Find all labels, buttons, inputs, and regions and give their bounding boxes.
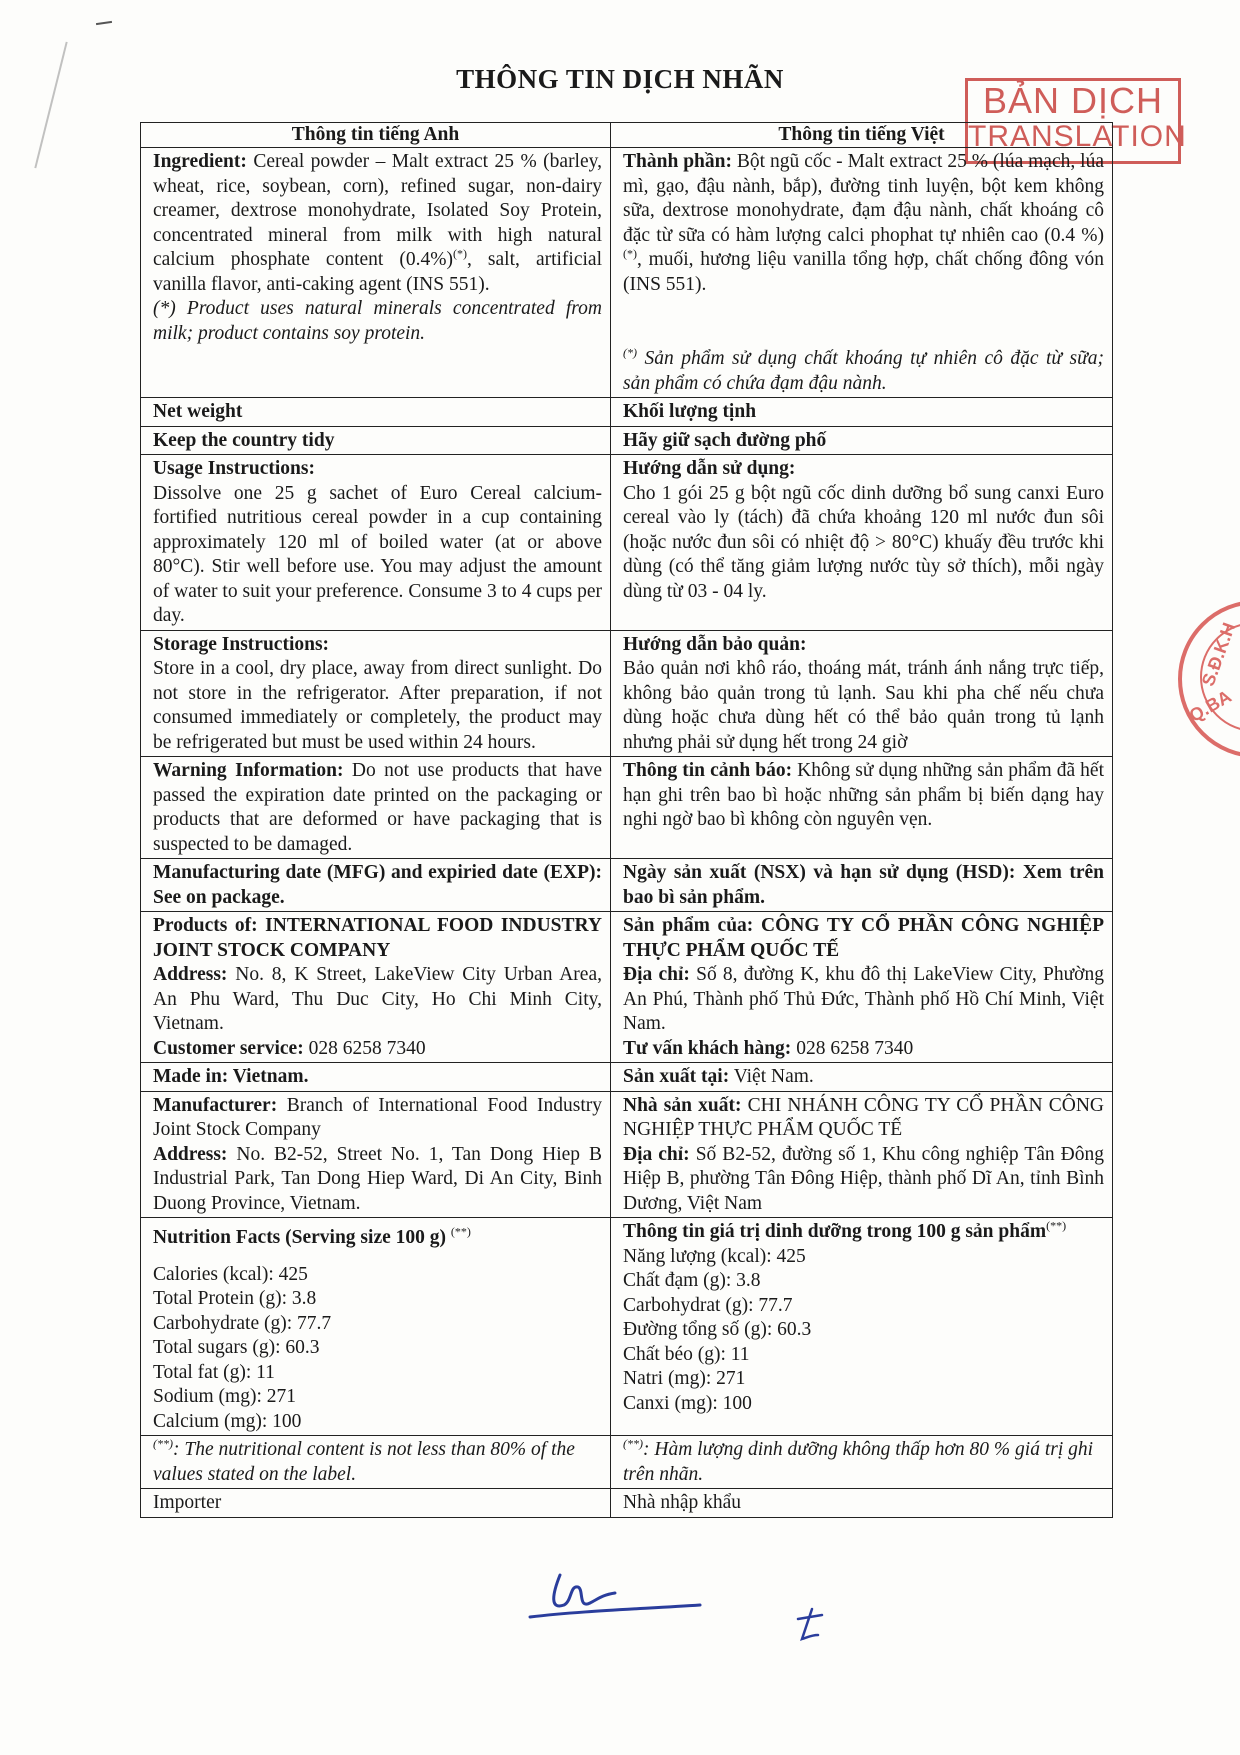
nutrition-vi-sup: (**) <box>1046 1218 1067 1233</box>
nutrition-note-vi: : Hàm lượng dinh dưỡng không thấp hơn 80 % giá trị ghi trên nhãn. <box>623 1439 1094 1485</box>
products-of-vi-label: Sản phẩm của: <box>623 915 754 936</box>
nutrition-vi-title: Thông tin giá trị dinh dưỡng trong 100 g sản phẩm <box>623 1221 1047 1242</box>
table-row-dates <box>141 859 1113 912</box>
spacer <box>623 297 1104 347</box>
usage-en-text: Dissolve one 25 g sachet of Euro Cereal calcium-fortified nutritious cereal powder in a cup containing approximately 120 ml of boiled water (at or above 80°C). Stir well before use. You may adjust the amount of water to suit your preference. Consume 3 to 4 cups per day. <box>153 482 602 626</box>
warning-en-text: Do not use products that have passed the expiration date printed on the packaging or products that are deformed or have packaging that is suspected to be damaged. <box>153 760 603 855</box>
nutrition-item: Carbohydrate (g): 77.7 <box>153 1312 332 1334</box>
products-of-vi-address: Số 8, đường K, khu đô thị LakeView City, Phường An Phú, Thành phố Thủ Đức, Thành phố Hồ Chí Minh, Việt Nam. <box>623 964 1104 1034</box>
table-row-tidy <box>141 426 1113 455</box>
ingredients-vi-note: Sản phẩm sử dụng chất khoáng tự nhiên cô đặc từ sữa; sản phẩm có chứa đạm đậu nành. <box>623 348 1104 394</box>
usage-vi-text: Cho 1 gói 25 g bột ngũ cốc dinh dưỡng bổ sung canxi Euro cereal vào ly (tách) đã chứa khoảng 120 ml nước đun sôi (hoặc nước đun sôi có nhiệt độ > 80°C) khuấy đều trước khi dùng (có thể tăng giảm lượng nước tùy sở thích), mỗi ngày dùng từ 03 - 04 ly. <box>623 482 1104 602</box>
ingredients-en-sup: (*) <box>452 246 467 261</box>
table-row-nutrition-note <box>141 1436 1113 1489</box>
stamp-line-2: TRANSLATION <box>968 120 1187 153</box>
net-weight-en: Net weight <box>153 401 243 422</box>
table-row-importer <box>141 1489 1113 1518</box>
ingredients-en <box>141 148 611 398</box>
nutrition-item: Năng lượng (kcal): 425 <box>623 1245 806 1267</box>
seal-text-left: S.Đ.K.H <box>1197 619 1240 689</box>
table-row-ingredients <box>141 148 1113 398</box>
table-row-nutrition <box>141 1218 1113 1436</box>
header-vietnamese: Thông tin tiếng Việt <box>611 123 1113 148</box>
nutrition-en-title: Nutrition Facts (Serving size 100 g) <box>153 1227 446 1248</box>
scan-mark <box>96 21 112 25</box>
importer-en: Importer <box>141 1489 611 1518</box>
products-of-vi-cs-label: Tư vấn khách hàng: <box>623 1037 792 1059</box>
nutrition-item: Total fat (g): 11 <box>153 1361 275 1383</box>
ingredients-vi-sup: (*) <box>623 246 637 261</box>
manufacturer-vi-address: Số B2-52, đường số 1, Khu công nghiệp Tân Đông Hiệp B, phường Tân Đông Hiệp, thành phố Dĩ An, tỉnh Bình Dương, Việt Nam <box>623 1143 1105 1214</box>
usage-vi-label: Hướng dẫn sử dụng: <box>623 458 796 479</box>
nutrition-item: Total Protein (g): 3.8 <box>153 1288 317 1309</box>
seal-text-right: Q.BA <box>1185 686 1235 726</box>
storage-en-text: Store in a cool, dry place, away from direct sunlight. Do not store in the refrigerator. After preparation, if not consumed immediately or completely, the product may be refrigerated but must be used within 24 hours. <box>153 658 602 753</box>
usage-en-label: Usage Instructions: <box>153 458 315 479</box>
nutrition-en-list <box>153 1263 602 1435</box>
ingredients-vi <box>611 148 1113 398</box>
spacer <box>153 1251 602 1263</box>
table-row-made-in <box>141 1063 1113 1092</box>
warning-vi-text: Không sử dụng những sản phẩm đã hết hạn ghi trên bao bì hoặc những sản phẩm bị biến dạng hay nghi ngờ bao bì không còn nguyên vẹn. <box>623 760 1104 830</box>
products-of-en-address: No. 8, K Street, LakeView City Urban Area, An Phu Ward, Thu Duc City, Ho Chi Minh City, Vietnam. <box>153 964 602 1034</box>
storage-vi-text: Bảo quản nơi khô ráo, thoáng mát, tránh ánh nắng trực tiếp, không bảo quản trong tủ lạnh. Sau khi pha chế nếu chưa dùng hoặc chưa dùng hết có thể bảo quản trong tủ lạnh nhưng phải sử dụng hết trong 24 giờ <box>623 658 1104 753</box>
nutrition-item: Chất béo (g): 11 <box>623 1343 750 1365</box>
dates-vi: Ngày sản xuất (NSX) và hạn sử dụng (HSD): Xem trên bao bì sản phẩm. <box>623 862 1104 908</box>
manufacturer-en-address-label: Address: <box>153 1143 228 1165</box>
made-in-vi-label: Sản xuất tại: <box>623 1066 730 1087</box>
products-of-vi-company: CÔNG TY CỔ PHẦN CÔNG NGHIỆP THỰC PHẨM QUỐC TẾ <box>623 915 1104 961</box>
nutrition-item: Canxi (mg): 100 <box>623 1392 752 1414</box>
storage-en-label: Storage Instructions: <box>153 633 330 655</box>
nutrition-item: Sodium (mg): 271 <box>153 1386 297 1407</box>
nutrition-en-sup: (**) <box>450 1224 471 1239</box>
manufacturer-en-label: Manufacturer: <box>153 1094 278 1116</box>
tidy-en: Keep the country tidy <box>153 429 335 451</box>
net-weight-vi: Khối lượng tịnh <box>623 401 757 422</box>
nutrition-vi-list <box>623 1245 1104 1417</box>
ingredients-vi-text2: , muối, hương liệu vanilla tổng hợp, chất chống đông vón (INS 551). <box>623 249 1104 295</box>
dates-en: Manufacturing date (MFG) and expiried date (EXP): See on package. <box>153 862 602 908</box>
ingredients-en-note: (*) Product uses natural minerals concentrated from milk; product contains soy protein. <box>153 298 602 344</box>
manufacturer-vi-label: Nhà sản xuất: <box>623 1094 742 1116</box>
nutrition-note-en: : The nutritional content is not less than 80% of the values stated on the label. <box>153 1439 575 1485</box>
products-of-en-cs-label: Customer service: <box>153 1037 304 1059</box>
ingredients-vi-text: Bột ngũ cốc - Malt extract 25 % (lúa mạch, lúa mì, gạo, đậu nành, bắp), đường tinh luyện, bột kem không sữa, dextrose monohydrate, đạm đậu nành, chất khoáng cô đặc từ sữa có hàm lượng calci phophat tự nhiên cao (0.4 %) <box>623 151 1104 246</box>
products-of-en-label: Products of: <box>153 915 258 936</box>
scan-mark <box>34 42 67 169</box>
nutrition-item: Total sugars (g): 60.3 <box>153 1337 320 1358</box>
manufacturer-en-text: Branch of International Food Industry Joint Stock Company <box>153 1094 602 1140</box>
table-row-products-of <box>141 912 1113 1063</box>
warning-vi-label: Thông tin cảnh báo: <box>623 760 793 781</box>
ingredients-en-text: Cereal powder – Malt extract 25 % (barley, wheat, rice, soybean, corn), refined sugar, non-dairy creamer, dextrose monohydrate, Isolated Soy Protein, concentrated mineral from milk with high natural calcium phosphate content (0.4%) <box>153 151 602 270</box>
made-in-vi: Việt Nam. <box>729 1066 814 1087</box>
nutrition-item: Carbohydrat (g): 77.7 <box>623 1294 793 1316</box>
made-in-en: Made in: Vietnam. <box>153 1066 309 1087</box>
red-seal <box>1178 600 1240 758</box>
manufacturer-en-address: No. B2-52, Street No. 1, Tan Dong Hiep B Industrial Park, Tan Dong Hiep Ward, Di An City, Binh Duong Province, Vietnam. <box>153 1143 602 1214</box>
nutrition-item: Natri (mg): 271 <box>623 1368 746 1389</box>
ingredients-vi-note-sup: (*) <box>623 345 637 360</box>
nutrition-note-vi-sup: (**) <box>623 1436 643 1451</box>
header-english: Thông tin tiếng Anh <box>141 123 611 148</box>
products-of-en-company: INTERNATIONAL FOOD INDUSTRY JOINT STOCK COMPANY <box>153 915 602 961</box>
products-of-en-cs: 028 6258 7340 <box>303 1037 426 1059</box>
table-row-warning <box>141 757 1113 859</box>
products-of-vi-address-label: Địa chỉ: <box>623 964 690 985</box>
document-title: THÔNG TIN DỊCH NHÃN <box>456 64 784 94</box>
storage-vi-label: Hướng dẫn bảo quản: <box>623 633 807 655</box>
importer-vi: Nhà nhập khẩu <box>611 1489 1113 1518</box>
ingredients-en-label: Ingredient: <box>153 151 247 172</box>
table-row-usage <box>141 455 1113 631</box>
table-header-row <box>141 123 1113 148</box>
products-of-en-address-label: Address: <box>153 964 228 985</box>
table-row-manufacturer <box>141 1091 1113 1218</box>
signature <box>520 1565 710 1635</box>
ingredients-vi-label: Thành phần: <box>623 151 732 172</box>
nutrition-note-en-sup: (**) <box>153 1436 173 1451</box>
stamp-line-1: BẢN DỊCH <box>982 80 1164 121</box>
manufacturer-vi-text: CHI NHÁNH CÔNG TY CỔ PHẦN CÔNG NGHIỆP THỰC PHẨM QUỐC TẾ <box>623 1094 1104 1140</box>
products-of-vi-cs: 028 6258 7340 <box>791 1037 914 1059</box>
manufacturer-vi-address-label: Địa chỉ: <box>623 1143 690 1165</box>
nutrition-item: Calcium (mg): 100 <box>153 1410 302 1432</box>
nutrition-item: Chất đạm (g): 3.8 <box>623 1270 761 1291</box>
label-translation-table <box>140 122 1113 1518</box>
table-row-net-weight <box>141 398 1113 427</box>
table-row-storage <box>141 630 1113 757</box>
nutrition-item: Đường tổng số (g): 60.3 <box>623 1319 812 1340</box>
initial-mark <box>790 1605 830 1645</box>
tidy-vi: Hãy giữ sạch đường phố <box>623 429 827 451</box>
warning-en-label: Warning Information: <box>153 760 344 781</box>
nutrition-item: Calories (kcal): 425 <box>153 1263 308 1285</box>
ingredients-en-text2: , salt, artificial vanilla flavor, anti-caking agent (INS 551). <box>153 249 602 295</box>
